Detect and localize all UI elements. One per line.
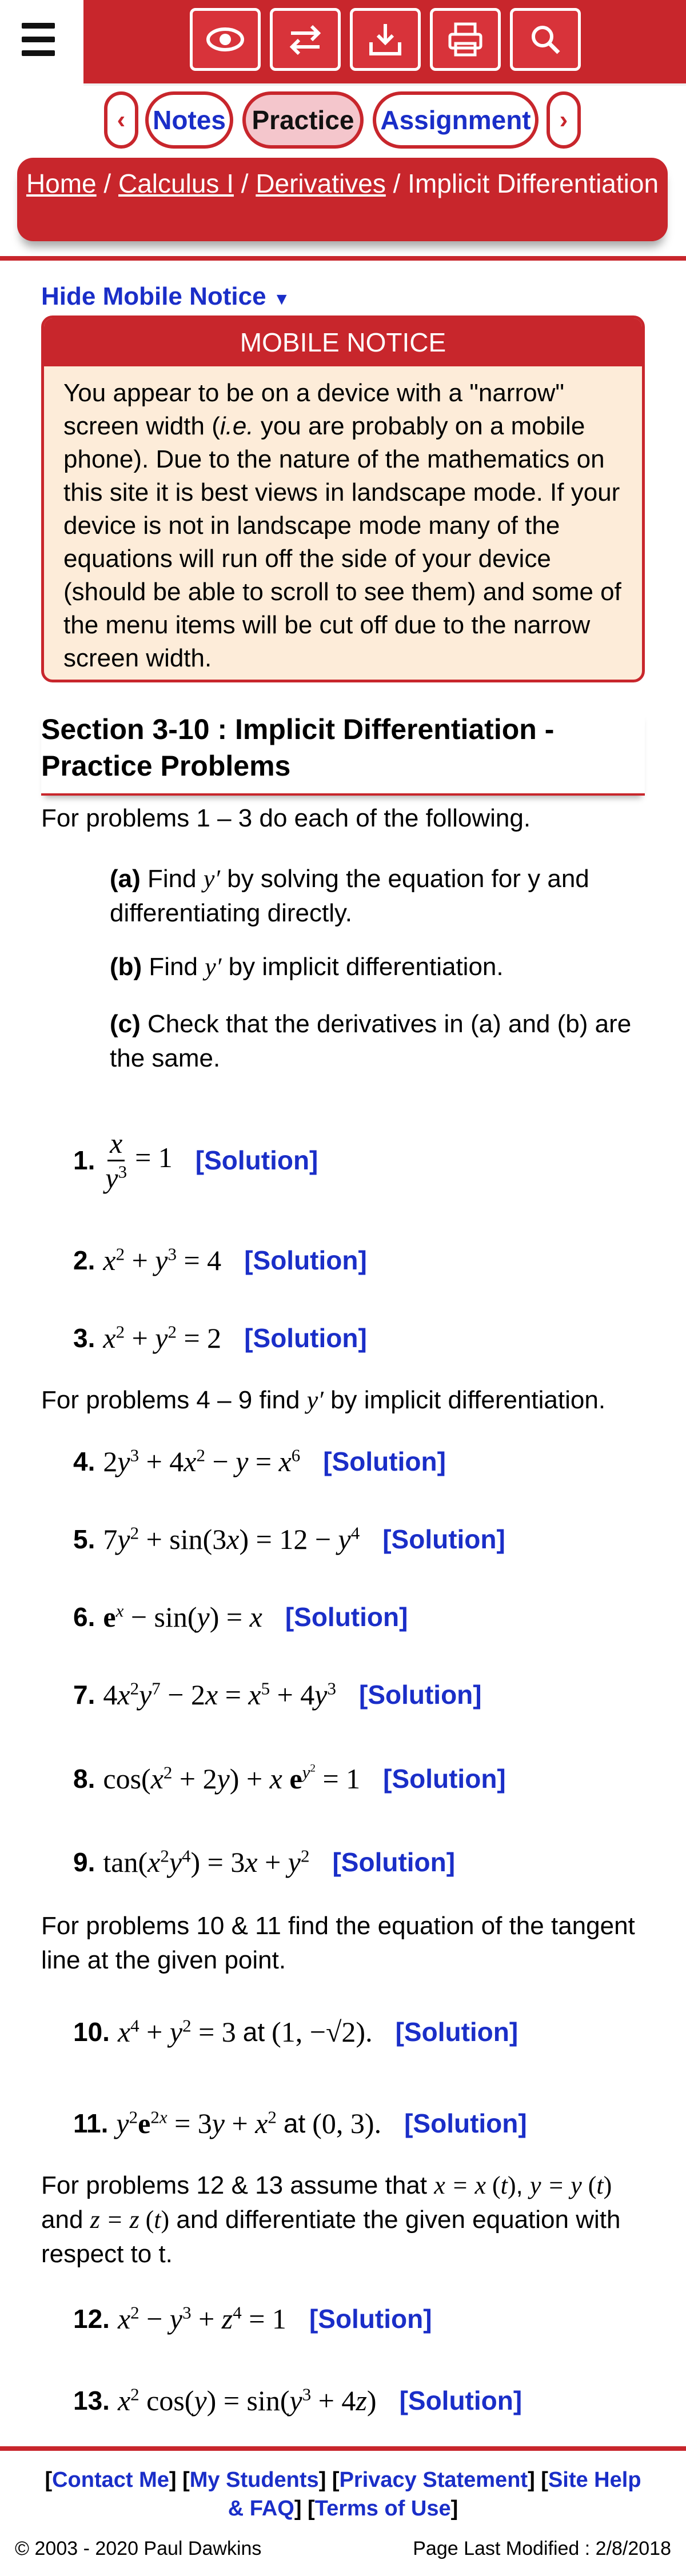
caret-down-icon: ▼ <box>273 290 290 309</box>
solution-link-9[interactable]: [Solution] <box>332 1847 456 1877</box>
privacy-link[interactable]: Privacy Statement <box>339 2468 528 2492</box>
part-a: (a) Find y′ by solving the equation for y and differentiating directly. <box>110 865 589 927</box>
chevron-left-icon: ‹ <box>117 106 126 134</box>
intro-problems-1-3: For problems 1 – 3 do each of the following. <box>41 804 531 832</box>
problem-1: 1. $\frac{x}{y^3}$ = 1 [Solution] <box>73 1127 318 1194</box>
eye-icon[interactable] <box>190 8 261 71</box>
problem-3: 3. $x^2 + y^2 = 2$ [Solution] <box>73 1321 367 1354</box>
breadcrumb-calculus[interactable]: Calculus I <box>118 169 234 198</box>
problem-13: 13. $x^2$ $\cos(y) = \sin(y^3 + 4z)$ [Solution] <box>73 2384 523 2417</box>
problem-12: 12. $x^2 - y^3 + z^4 = 1$ [Solution] <box>73 2302 432 2335</box>
problem-8: 8. $\cos(x^2 + 2y) + x$ $e^{y^2} = 1$ [Solution] <box>73 1762 506 1795</box>
hamburger-icon[interactable] <box>22 23 55 56</box>
solution-link-13[interactable]: [Solution] <box>399 2386 523 2415</box>
hide-notice-label: Hide Mobile Notice <box>41 282 266 310</box>
part-b: (b) Find y′ by implicit differentiation. <box>110 953 504 981</box>
solution-link-10[interactable]: [Solution] <box>395 2017 519 2047</box>
intro-problems-12-13: For problems 12 & 13 assume that x = x (t), y = y (t) and z = z (t) and differentiate the given equation with respect to t. <box>41 2171 621 2268</box>
solution-link-3[interactable]: [Solution] <box>244 1323 367 1353</box>
notice-text: You appear to be on a device with a "narrow" screen width (i.e. you are probably on a mobile phone). Due to the nature of the mathematics on this site it is best views in landscape mode. If your device is not in landscape mode many of the equations will run off the side of your device (should be able to scroll to see them) and some of the menu items will be cut off due to the narrow screen width. <box>63 379 621 672</box>
problem-4: 4. $2y^3 + 4x^2 - y = x^6$ [Solution] <box>73 1445 446 1477</box>
breadcrumb-separator: / <box>385 169 408 198</box>
problem-9: 9. $\tan(x^2y^4) = 3x + y^2$ [Solution] <box>73 1846 456 1878</box>
problem-5: 5. $7y^2 + \sin(3x) = 12 - y^4$ [Solution] <box>73 1523 505 1555</box>
footer-links: [Contact Me] [My Students] [Privacy Statement] [Site Help & FAQ] [Terms of Use] <box>45 2468 641 2521</box>
swap-arrows-icon[interactable] <box>270 8 341 71</box>
tab-practice[interactable]: Practice <box>242 91 364 149</box>
terms-link[interactable]: Terms of Use <box>314 2497 451 2521</box>
breadcrumb-home[interactable]: Home <box>26 169 97 198</box>
problem-2: 2. $x^2 + y^3 = 4$ [Solution] <box>73 1244 367 1276</box>
footer-divider <box>0 2446 686 2451</box>
students-link[interactable]: My Students <box>189 2468 319 2492</box>
intro-problems-10-11: For problems 10 & 11 find the equation of the tangent line at the given point. <box>41 1912 635 1974</box>
prev-page-button[interactable] <box>104 91 138 149</box>
toolbar <box>83 0 686 86</box>
problem-10: 10. $x^4 + y^2 = 3$ at (1, −√2). [Solution] <box>73 2015 519 2048</box>
solution-link-7[interactable]: [Solution] <box>359 1680 482 1710</box>
chevron-right-icon: › <box>559 106 568 134</box>
intro-problems-4-9: For problems 4 – 9 find y′ by implicit differentiation. <box>41 1386 606 1414</box>
solution-link-8[interactable]: [Solution] <box>383 1764 506 1794</box>
search-icon[interactable] <box>510 8 581 71</box>
contact-link[interactable]: Contact Me <box>52 2468 169 2492</box>
solution-link-1[interactable]: [Solution] <box>195 1145 318 1175</box>
at-label: at <box>283 2108 306 2138</box>
solution-link-5[interactable]: [Solution] <box>382 1524 505 1554</box>
copyright: © 2003 - 2020 Paul Dawkins <box>15 2538 262 2559</box>
at-label: at <box>242 2017 265 2047</box>
mobile-notice <box>41 315 645 682</box>
top-bar <box>0 0 686 83</box>
last-modified: Page Last Modified : 2/8/2018 <box>413 2538 671 2559</box>
solution-link-2[interactable]: [Solution] <box>244 1245 367 1275</box>
notice-title: MOBILE NOTICE <box>44 318 642 366</box>
problem-7: 7. $4x^2y^7 - 2x = x^5 + 4y^3$ [Solution] <box>73 1678 482 1711</box>
hide-notice-toggle[interactable] <box>41 282 290 311</box>
page-title: Section 3-10 : Implicit Differentiation - Practice Problems <box>41 711 645 796</box>
tab-notes[interactable]: Notes <box>145 91 233 149</box>
breadcrumb-current: Implicit Differentiation <box>408 169 659 198</box>
solution-link-6[interactable]: [Solution] <box>285 1602 408 1632</box>
breadcrumb-derivatives[interactable]: Derivatives <box>256 169 386 198</box>
solution-link-11[interactable]: [Solution] <box>404 2108 527 2138</box>
help-link[interactable]: Site Help & FAQ <box>228 2468 641 2521</box>
part-c: (c) Check that the derivatives in (a) and (b) are the same. <box>110 1010 632 1072</box>
breadcrumb-separator: / <box>233 169 256 198</box>
solution-link-4[interactable]: [Solution] <box>323 1447 446 1476</box>
problem-6: 6. $e^x - \sin(y) = x$ [Solution] <box>73 1600 408 1633</box>
problem-11: 11. $y^2e^{2x} = 3y + x^2$ at (0, 3). [Solution] <box>73 2107 527 2139</box>
download-icon[interactable] <box>350 8 421 71</box>
breadcrumb <box>17 158 668 241</box>
next-page-button[interactable] <box>547 91 581 149</box>
breadcrumb-separator: / <box>96 169 118 198</box>
divider <box>0 256 686 261</box>
printer-icon[interactable] <box>430 8 501 71</box>
solution-link-12[interactable]: [Solution] <box>309 2304 432 2334</box>
tab-assignment[interactable]: Assignment <box>373 91 539 149</box>
